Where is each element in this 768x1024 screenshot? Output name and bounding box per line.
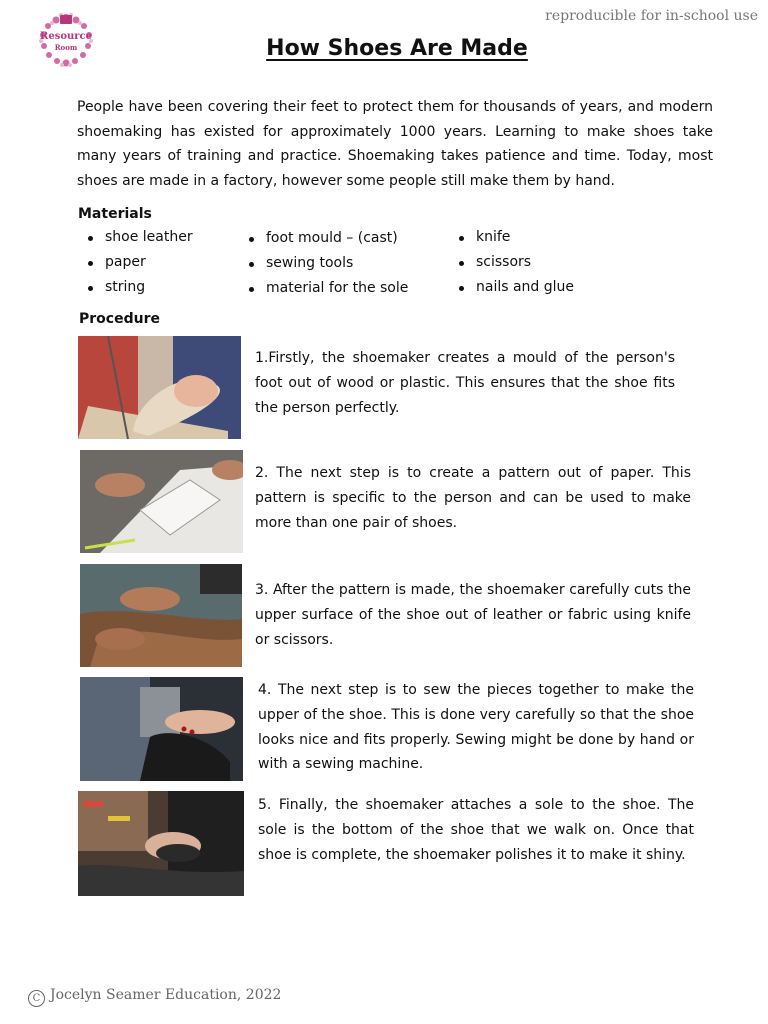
procedure-heading: Procedure bbox=[79, 311, 160, 327]
page-title: How Shoes Are Made bbox=[266, 36, 528, 61]
step-2-text: 2. The next step is to create a pattern out of paper. This pattern is specific to the person and can be used to make more than one pair of shoes. bbox=[255, 465, 691, 531]
sewing-machine-photo bbox=[80, 677, 243, 781]
list-item: sewing tools bbox=[249, 251, 408, 276]
list-item: foot mould – (cast) bbox=[249, 226, 408, 251]
step-5-text: 5. Finally, the shoemaker attaches a sole to the shoe. The sole is the bottom of the shoe that we walk on. Once that shoe is complete, the shoemaker polishes it to make it shiny. bbox=[258, 797, 694, 863]
list-item: material for the sole bbox=[249, 276, 408, 301]
list-item: knife bbox=[459, 225, 574, 250]
materials-heading: Materials bbox=[78, 206, 152, 222]
cutting-leather-photo bbox=[80, 564, 242, 667]
list-item: scissors bbox=[459, 250, 574, 275]
step-4-text: 4. The next step is to sew the pieces together to make the upper of the shoe. This is done very carefully so that the shoe looks nice and fits properly. Sewing might be done by hand or with a sewing machine. bbox=[258, 682, 694, 773]
logo-text-resource: Resource bbox=[40, 31, 92, 42]
materials-list-column-2 bbox=[249, 226, 408, 301]
step-1-text: 1.Firstly, the shoemaker creates a mould of the person's foot out of wood or plastic. This ensures that the shoe fits the person perfectly. bbox=[255, 350, 675, 416]
logo-text-room: Room bbox=[54, 43, 78, 52]
copyright-icon: C bbox=[28, 990, 45, 1007]
shoe-mould-photo bbox=[78, 336, 241, 439]
polishing-shoe-photo bbox=[78, 791, 244, 896]
materials-list-column-3 bbox=[459, 225, 574, 300]
list-item: paper bbox=[88, 250, 193, 275]
list-item: nails and glue bbox=[459, 275, 574, 300]
usage-note: reproducible for in-school use bbox=[545, 8, 758, 24]
list-item: shoe leather bbox=[88, 225, 193, 250]
list-item: string bbox=[88, 275, 193, 300]
materials-list-column-1 bbox=[88, 225, 193, 300]
paper-pattern-photo bbox=[80, 450, 243, 553]
step-3-text: 3. After the pattern is made, the shoemaker carefully cuts the upper surface of the shoe out of leather or fabric using knife or scissors. bbox=[255, 582, 691, 648]
intro-paragraph: People have been covering their feet to protect them for thousands of years, and modern shoemaking has existed for approximately 1000 years. Learning to make shoes take many years of training and practice. Shoemaking takes patience and time. Today, most shoes are made in a factory, however some people still make them by hand. bbox=[77, 99, 713, 189]
copyright-text: Jocelyn Seamer Education, 2022 bbox=[50, 987, 282, 1003]
copyright-footer bbox=[28, 987, 281, 1007]
